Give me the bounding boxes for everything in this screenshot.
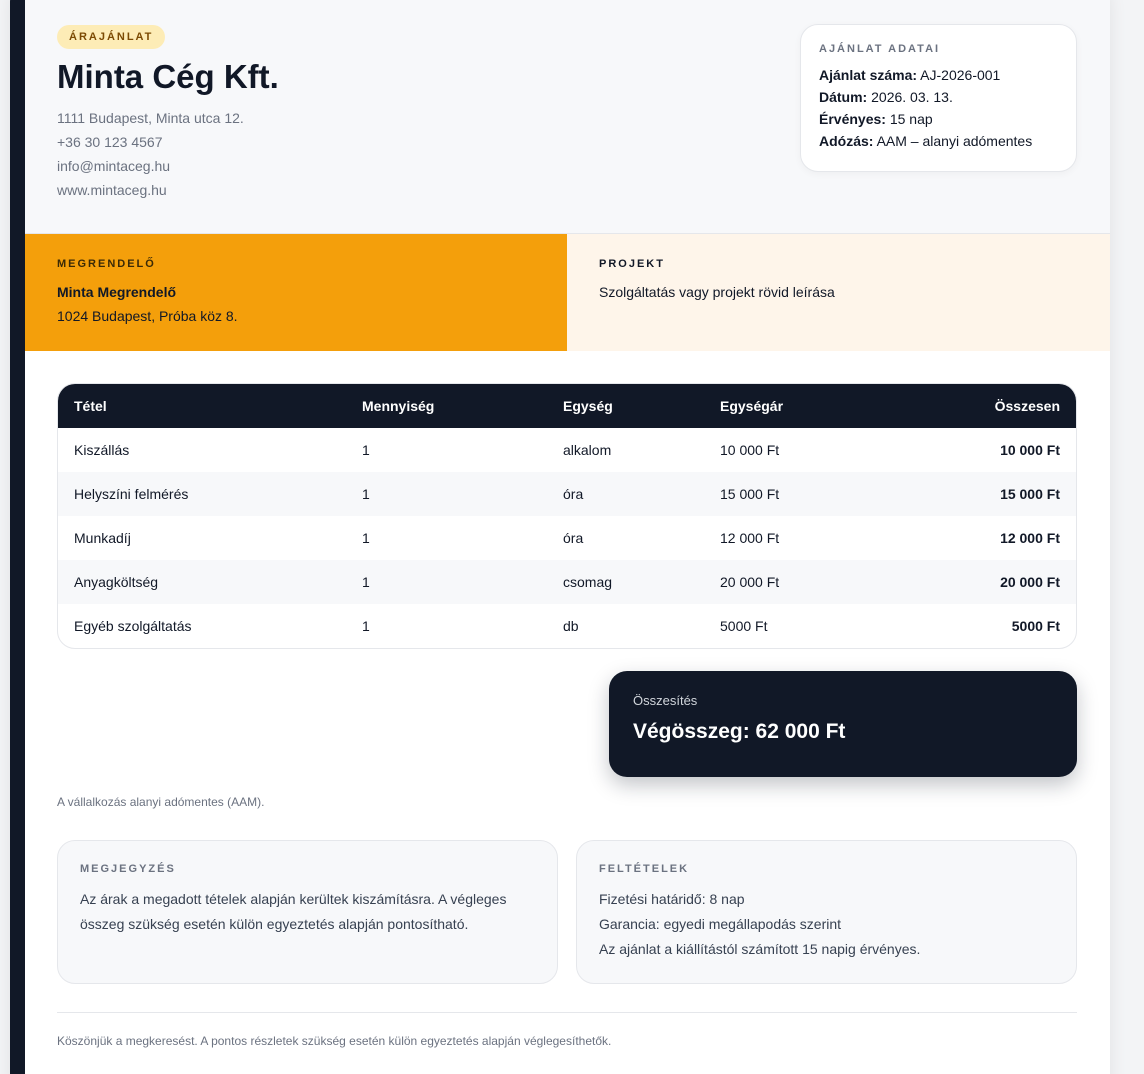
project-section (567, 234, 1110, 351)
item-quantity: 1 (362, 530, 370, 546)
item-unit-price: 10 000 Ft (720, 442, 780, 458)
table-row (58, 516, 1076, 560)
company-website[interactable]: www.mintaceg.hu (57, 182, 167, 198)
header-unit-price: Egységár (720, 398, 784, 414)
quote-document (10, 0, 1110, 1074)
table-row (58, 560, 1076, 604)
footer-divider (57, 1012, 1077, 1013)
offer-validity-row (819, 109, 1058, 131)
offer-date-row (819, 87, 1058, 109)
item-unit-price: 20 000 Ft (720, 574, 780, 590)
item-unit: db (563, 618, 579, 634)
item-quantity: 1 (362, 574, 370, 590)
company-address: 1111 Budapest, Minta utca 12. (57, 110, 244, 126)
item-name: Anyagköltség (74, 574, 159, 590)
document-type-badge: ÁRAJÁNLAT (57, 25, 165, 49)
notes-text: Az árak a megadott tételek alapján kerültek kiszámításra. A végleges összeg szükség esetén külön egyeztetés alapján pontosítható. (80, 891, 507, 932)
project-description: Szolgáltatás vagy projekt rövid leírása (599, 284, 835, 300)
summary-label: Összesítés (633, 693, 698, 708)
project-title: PROJEKT (599, 258, 665, 270)
grand-total: Végösszeg: 62 000 Ft (633, 720, 846, 743)
offer-details-card (800, 24, 1077, 172)
offer-number-value: AJ-2026-001 (920, 67, 1001, 83)
notes-title: MEGJEGYZÉS (80, 863, 176, 875)
item-quantity: 1 (362, 442, 370, 458)
offer-tax-value: AAM – alanyi adómentes (876, 133, 1033, 149)
item-name: Munkadíj (74, 530, 131, 546)
offer-date-label: Dátum: (819, 89, 868, 105)
conditions-title: FELTÉTELEK (599, 863, 690, 875)
item-name: Kiszállás (74, 442, 130, 458)
item-total: 20 000 Ft (1000, 574, 1060, 590)
item-name: Egyéb szolgáltatás (74, 618, 192, 634)
validity-note: Az ajánlat a kiállítástól számított 15 napig érvényes. (599, 941, 921, 957)
document-header (25, 0, 1110, 234)
company-email[interactable]: info@mintaceg.hu (57, 158, 171, 174)
offer-tax-row (819, 131, 1058, 153)
item-unit: csomag (563, 574, 613, 590)
table-row (58, 428, 1076, 472)
client-name: Minta Megrendelő (57, 284, 177, 300)
item-unit: óra (563, 486, 584, 502)
item-total: 15 000 Ft (1000, 486, 1060, 502)
offer-tax-label: Adózás: (819, 133, 874, 149)
item-total: 12 000 Ft (1000, 530, 1060, 546)
table-row (58, 604, 1076, 648)
item-total: 10 000 Ft (1000, 442, 1060, 458)
table-row (58, 472, 1076, 516)
company-contact (57, 108, 244, 204)
client-address: 1024 Budapest, Próba köz 8. (57, 308, 238, 324)
summary-card (609, 671, 1077, 777)
conditions-box (576, 840, 1077, 984)
item-quantity: 1 (362, 618, 370, 634)
offer-number-row (819, 65, 1058, 87)
item-unit-price: 5000 Ft (720, 618, 768, 634)
item-unit-price: 12 000 Ft (720, 530, 780, 546)
company-phone: +36 30 123 4567 (57, 134, 163, 150)
item-unit: alkalom (563, 442, 612, 458)
item-unit: óra (563, 530, 584, 546)
company-name: Minta Cég Kft. (57, 58, 279, 95)
notes-box (57, 840, 558, 984)
footer-text: Köszönjük a megkeresést. A pontos részletek szükség esetén külön egyeztetés alapján véglegesíthetők. (57, 1034, 612, 1048)
table-header-row (58, 384, 1076, 428)
tax-note: A vállalkozás alanyi adómentes (AAM). (57, 795, 265, 809)
items-table (57, 383, 1077, 649)
item-quantity: 1 (362, 486, 370, 502)
header-quantity: Mennyiség (362, 398, 435, 414)
offer-validity-value: 15 nap (889, 111, 933, 127)
offer-date-value: 2026. 03. 13. (871, 89, 953, 105)
item-name: Helyszíni felmérés (74, 486, 189, 502)
offer-details-title: AJÁNLAT ADATAI (819, 43, 941, 55)
warranty: Garancia: egyedi megállapodás szerint (599, 916, 842, 932)
payment-deadline: Fizetési határidő: 8 nap (599, 891, 745, 907)
header-total: Összesen (994, 398, 1060, 414)
header-unit: Egység (563, 398, 613, 414)
offer-validity-label: Érvényes: (819, 111, 886, 127)
offer-number-label: Ajánlat száma: (819, 67, 918, 83)
item-total: 5000 Ft (1011, 618, 1060, 634)
client-title: MEGRENDELŐ (57, 258, 156, 270)
header-item: Tétel (74, 398, 107, 414)
client-section (25, 234, 567, 351)
item-unit-price: 15 000 Ft (720, 486, 780, 502)
